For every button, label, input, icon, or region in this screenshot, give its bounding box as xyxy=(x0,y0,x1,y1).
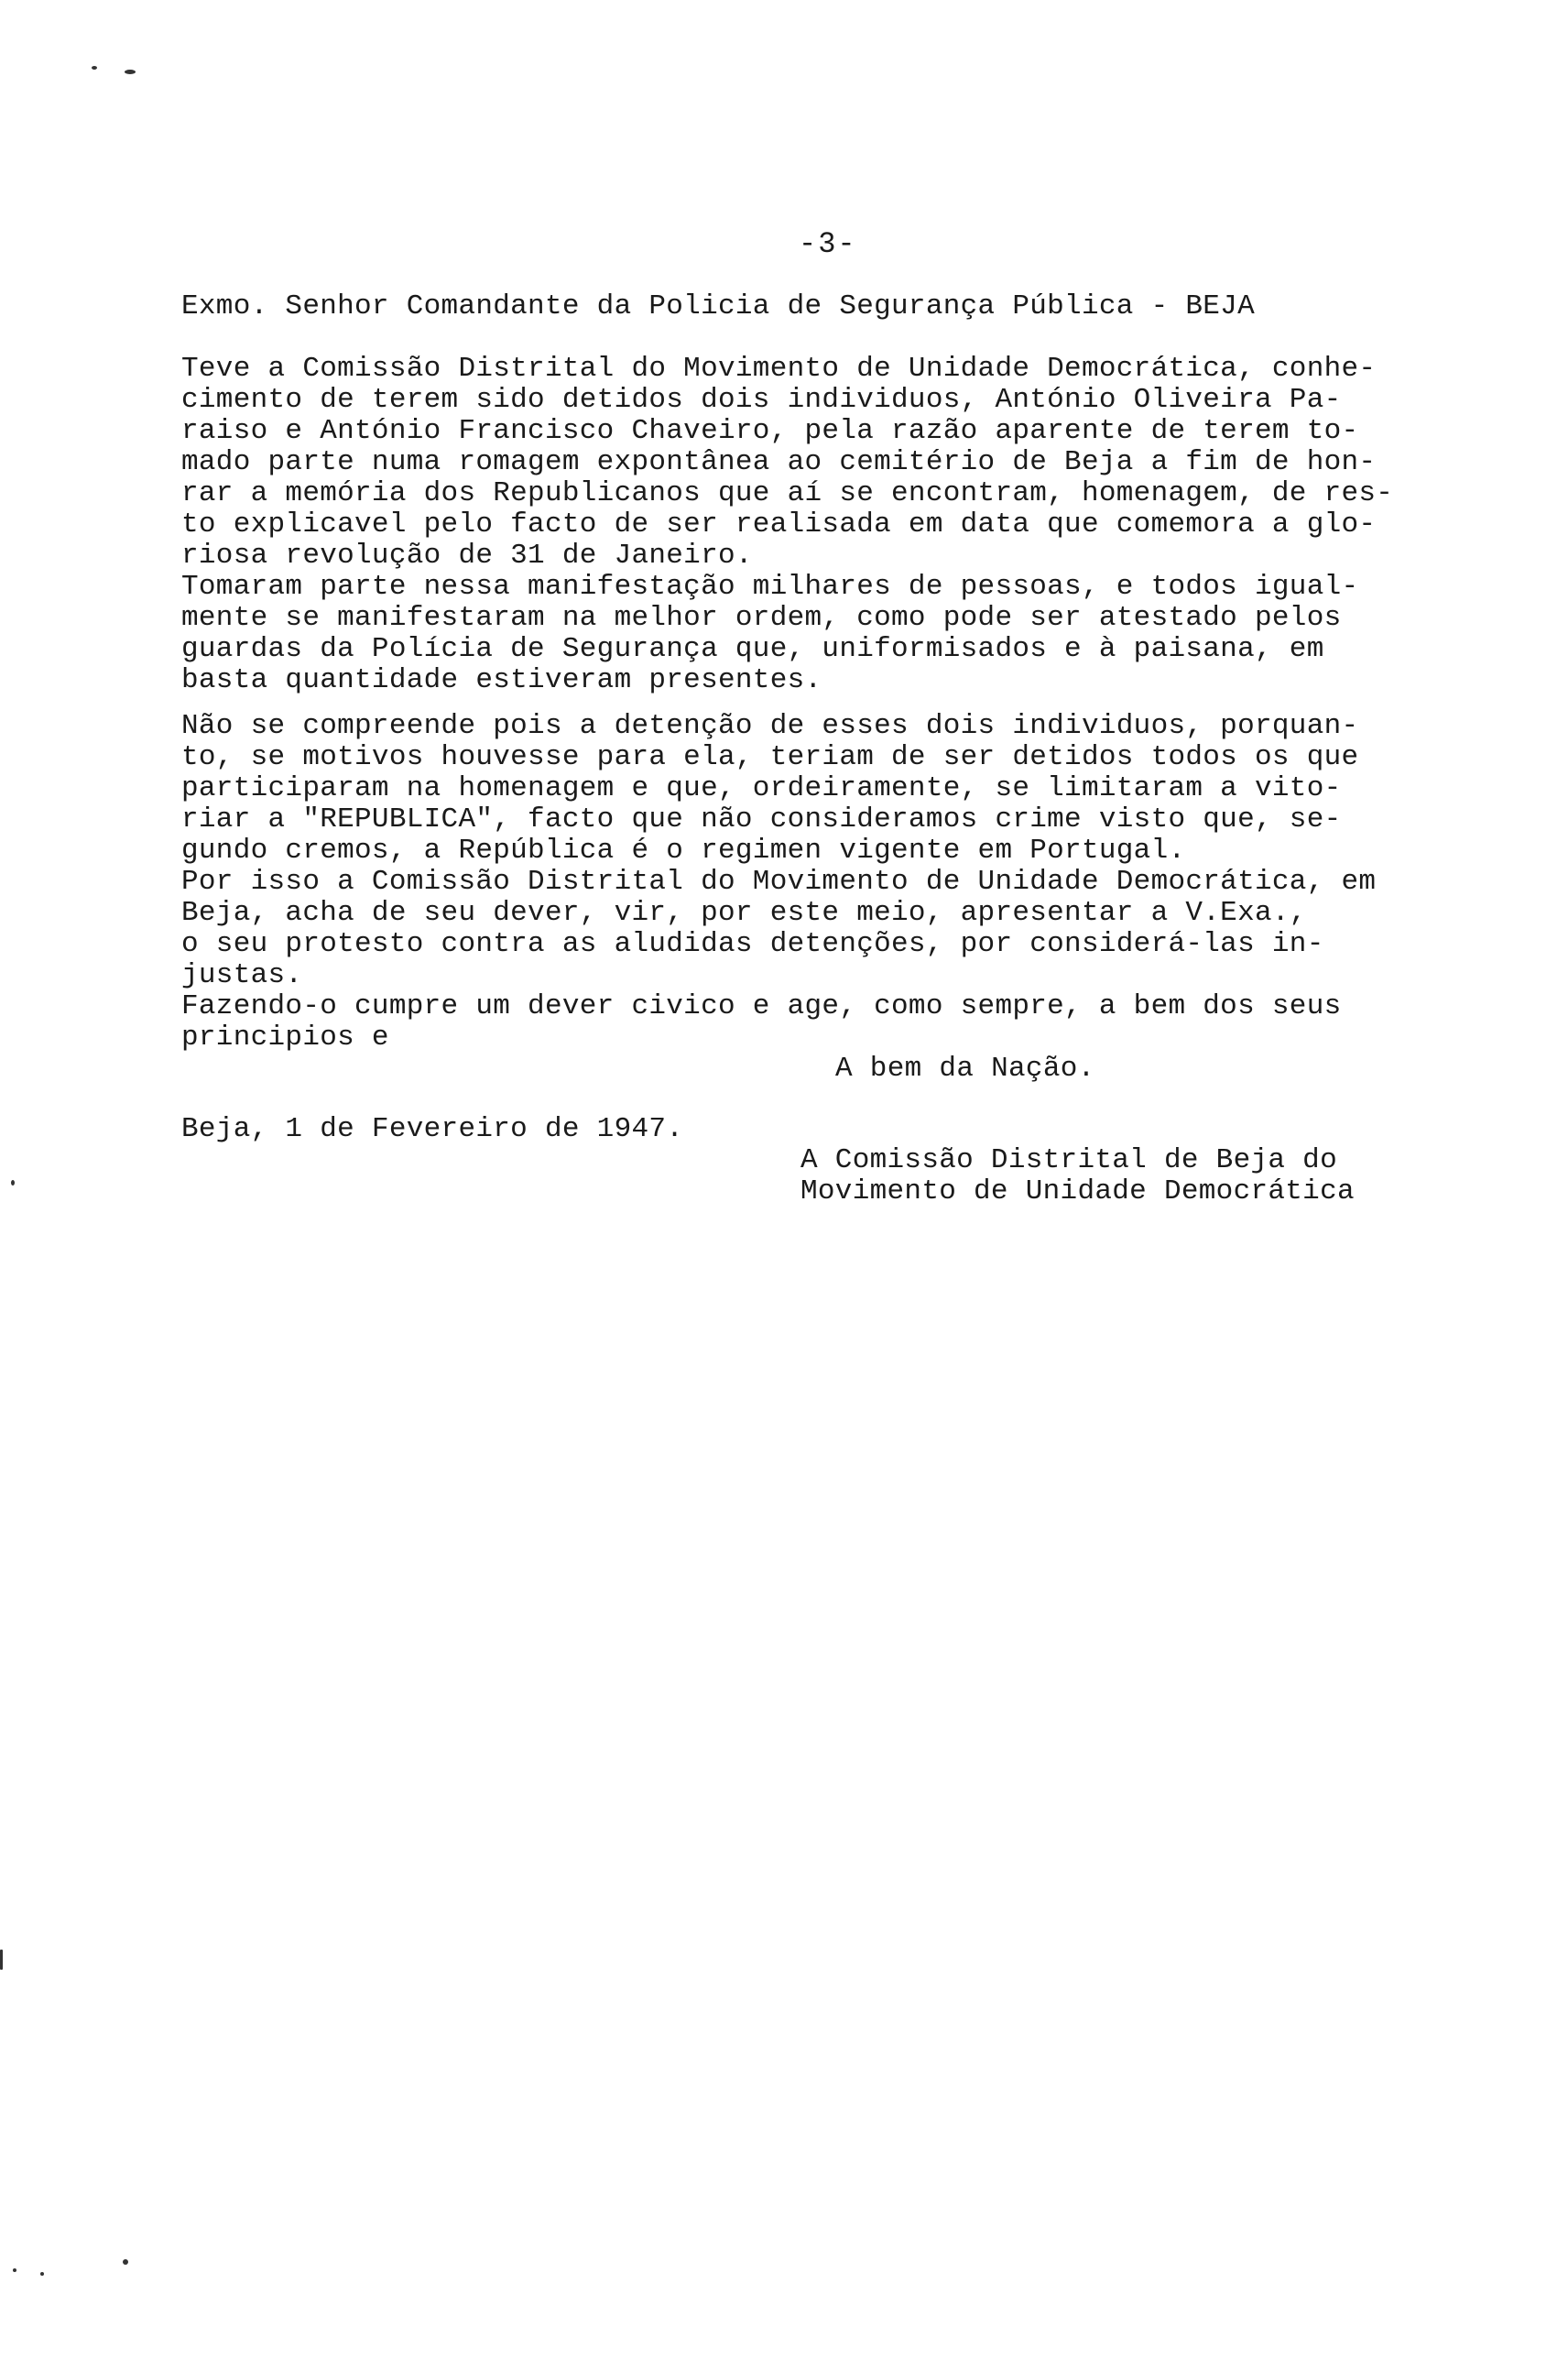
text-line: mado parte numa romagem expontânea ao cemitério de Beja a fim de hon- xyxy=(181,446,1377,478)
text-line: riosa revolução de 31 de Janeiro. xyxy=(181,540,753,572)
text-line: principios e xyxy=(181,1022,389,1054)
text-line: gundo cremos, a República é o regimen vigente em Portugal. xyxy=(181,835,1186,867)
scan-speck xyxy=(92,66,97,70)
text-line: raiso e António Francisco Chaveiro, pela razão aparente de terem to- xyxy=(181,415,1359,447)
text-line: justas. xyxy=(181,959,303,991)
scan-speck xyxy=(0,1950,3,1970)
scan-speck xyxy=(123,2259,128,2265)
text-line: basta quantidade estiveram presentes. xyxy=(181,664,822,696)
text-line: to explicavel pelo facto de ser realisada em data que comemora a glo- xyxy=(181,508,1377,541)
text-line: o seu protesto contra as aludidas detenções, por considerá-las in- xyxy=(181,928,1324,960)
signature-line: Movimento de Unidade Democrática xyxy=(800,1175,1355,1207)
text-line: rar a memória dos Republicanos que aí se encontram, homenagem, de res- xyxy=(181,477,1394,509)
text-line: cimento de terem sido detidos dois individuos, António Oliveira Pa- xyxy=(181,384,1342,416)
text-line: Beja, acha de seu dever, vir, por este meio, apresentar a V.Exa., xyxy=(181,897,1307,929)
text-line: Tomaram parte nessa manifestação milhares de pessoas, e todos igual- xyxy=(181,571,1359,603)
signature-line: A Comissão Distrital de Beja do xyxy=(800,1144,1337,1176)
scan-speck xyxy=(13,2268,16,2272)
text-line: participaram na homenagem e que, ordeiramente, se limitaram a vito- xyxy=(181,772,1342,804)
scan-speck xyxy=(125,70,136,74)
scan-speck xyxy=(11,1180,15,1185)
addressee-line: Exmo. Senhor Comandante da Policia de Segurança Pública - BEJA xyxy=(181,290,1255,322)
text-line: Não se compreende pois a detenção de esses dois individuos, porquan- xyxy=(181,710,1359,742)
date-line: Beja, 1 de Fevereiro de 1947. xyxy=(181,1113,684,1145)
text-line: mente se manifestaram na melhor ordem, como pode ser atestado pelos xyxy=(181,602,1342,634)
text-line: Fazendo-o cumpre um dever civico e age, como sempre, a bem dos seus xyxy=(181,990,1342,1022)
text-line: Teve a Comissão Distrital do Movimento de Unidade Democrática, conhe- xyxy=(181,353,1377,385)
text-line: to, se motivos houvesse para ela, teriam de ser detidos todos os que xyxy=(181,741,1359,773)
text-line: riar a "REPUBLICA", facto que não consideramos crime visto que, se- xyxy=(181,803,1342,836)
page-number: -3- xyxy=(799,227,857,261)
closing-line: A bem da Nação. xyxy=(835,1053,1095,1085)
text-line: Por isso a Comissão Distrital do Movimento de Unidade Democrática, em xyxy=(181,866,1377,898)
text-line: guardas da Polícia de Segurança que, uniformisados e à paisana, em xyxy=(181,633,1324,665)
scan-speck xyxy=(40,2272,44,2276)
